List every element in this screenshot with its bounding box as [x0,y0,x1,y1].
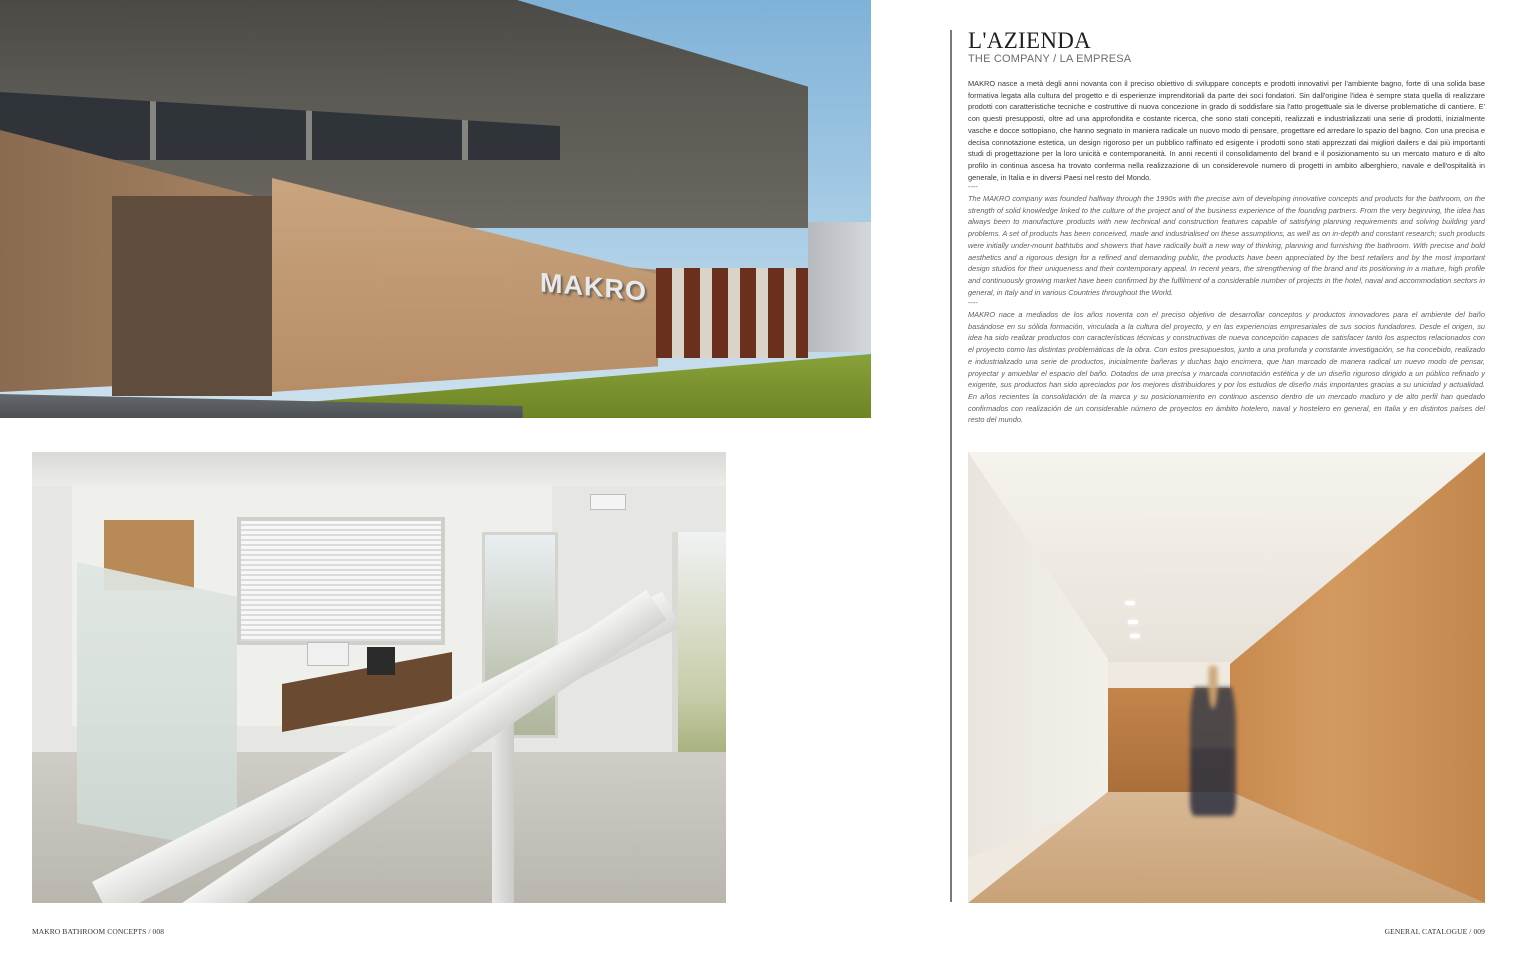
footer-right-page-number: GENERAL CATALOGUE / 009 [1384,927,1485,936]
walking-person [1190,666,1236,816]
adjacent-building-wall [808,222,871,352]
footer-left-page-number: MAKRO BATHROOM CONCEPTS / 008 [32,927,165,936]
office-ceiling [32,452,726,486]
building-exterior-photo [0,0,871,418]
ceiling-light [1130,634,1140,638]
page-title: L'AZIENDA [968,28,1092,53]
office-interior-photo [32,452,726,903]
body-text-english: The MAKRO company was founded halfway through the 1990s with the precise aim of developing innovative concepts and products for the bathroom, on the strength of solid knowledge linked to the culture of the project and of the business experience of the founding partners. From the very beginning, the idea has always been to manufacture products with new technical and construction features capable of satisfying planning requirements and solving building yard problems. A set of products has been conceived, made and industrialised on these assumptions, as well as on in-depth and constant research; such products were initially under-mount bathtubs and showers that have radically built a new way of thinking, planning and furnishing the bathroom. With precise and bold aesthetics and a rigorous design for a refined and demanding public, the products have been appreciated by the best retailers and by the most important design studios for their uniqueness and their contemporary appeal. In recent years, the strengthening of the brand and its positioning in a mature, high profile and continuously growing market have been confirmed by the fulfilment of a considerable number of projects in the hotel, naval and accommodation sectors in general, in Italy and in various Countries throughout the World. [968,194,1485,297]
exit-sign [590,494,626,510]
corridor-photo [968,452,1485,903]
column-divider [950,30,952,902]
frosted-glass-partition [77,562,237,852]
building-dark-panel [112,196,272,396]
page-subtitle: THE COMPANY / LA EMPRESA [968,53,1132,65]
building-sign-logo: MAKRO [540,267,647,307]
text-separator: ---- [968,298,978,307]
building-entrance [656,268,808,358]
ceiling-light [1128,620,1138,624]
office-window-blinds [237,517,445,645]
monitor [367,647,395,675]
body-text-italian: MAKRO nasce a metà degli anni novanta con il preciso obiettivo di sviluppare concepts e prodotti innovativi per l'ambiente bagno, forte di una solida base formativa legata alla cultura del progetto e di esperienze imprenditoriali da parte dei soci fondatori. Sin dall'origine l'idea è sempre stata quella di realizzare prodotti con caratteristiche tecniche e costruttive di nuova concezione in grado di soddisfare sia l'atto progettuale sia le diverse problematiche di cantiere. E' con questi presupposti, oltre ad una approfondita e costante ricerca, che sono stati concepiti, realizzati e industrializzati una serie di prodotti, inizialmente vasche e docce sottopiano, che hanno segnato in maniera radicale un nuovo modo di pensare, progettare ed arredare lo spazio del bagno. Con una precisa e decisa connotazione estetica, un design rigoroso per un pubblico raffinato ed esigente i prodotti sono stati apprezzati dai migliori dailers e dai più importanti studi di progettazione per la loro unicità e contemporaneità. In anni recenti il consolidamento del brand e il posizionamento su un mercato maturo e di alto profilo in continua ascesa ha trovato conferma nella realizzazione di un considerevole numero di progetti in ambito alberghiero, navale e dell'ospitalità in generale, in Italia e in diversi Paesi nel resto del Mondo. [968,79,1485,182]
body-text-spanish: MAKRO nace a mediados de los años noventa con el preciso objetivo de desarrollar conceptos y productos innovadores para el ambiente del baño basándose en su sólida formación, vinculada a la cultura del proyecto, y en las experiencias empresariales de sus socios fundadores. Desde el origen, su idea ha sido realizar productos con características técnicas y constructivas de nueva concepción capaces de satisfacer tanto los aspectos relacionados con el proyecto como las distintas problemáticas de la obra. Con estos presupuestos, junto a una profunda y constante investigación, se ha concebido, realizado e industrializado una serie de productos, inicialmente bañeras y duchas bajo encimera, que han marcado de manera radical un nuevo modo de pensar, proyectar y amueblar el espacio del baño. Dotados de una precisa y marcada connotación estética y de un diseño riguroso dirigido a un público refinado y exigente, sus productos han sido apreciados por los mejores distribuidores y por los estudios de diseño más importantes gracias a su unicidad y actualidad. En años recientes la consolidación de la marca y su posicionamiento en continuo ascenso dentro de un mercado maduro y de alto perfil han quedado confirmados con realización de un considerable número de proyectos en ámbito hotelero, naval y hostelero en general, en Italia y en distintos países del resto del mundo. [968,310,1485,425]
ceiling-light [1125,601,1135,605]
printer [307,642,349,666]
text-separator: ---- [968,182,978,191]
